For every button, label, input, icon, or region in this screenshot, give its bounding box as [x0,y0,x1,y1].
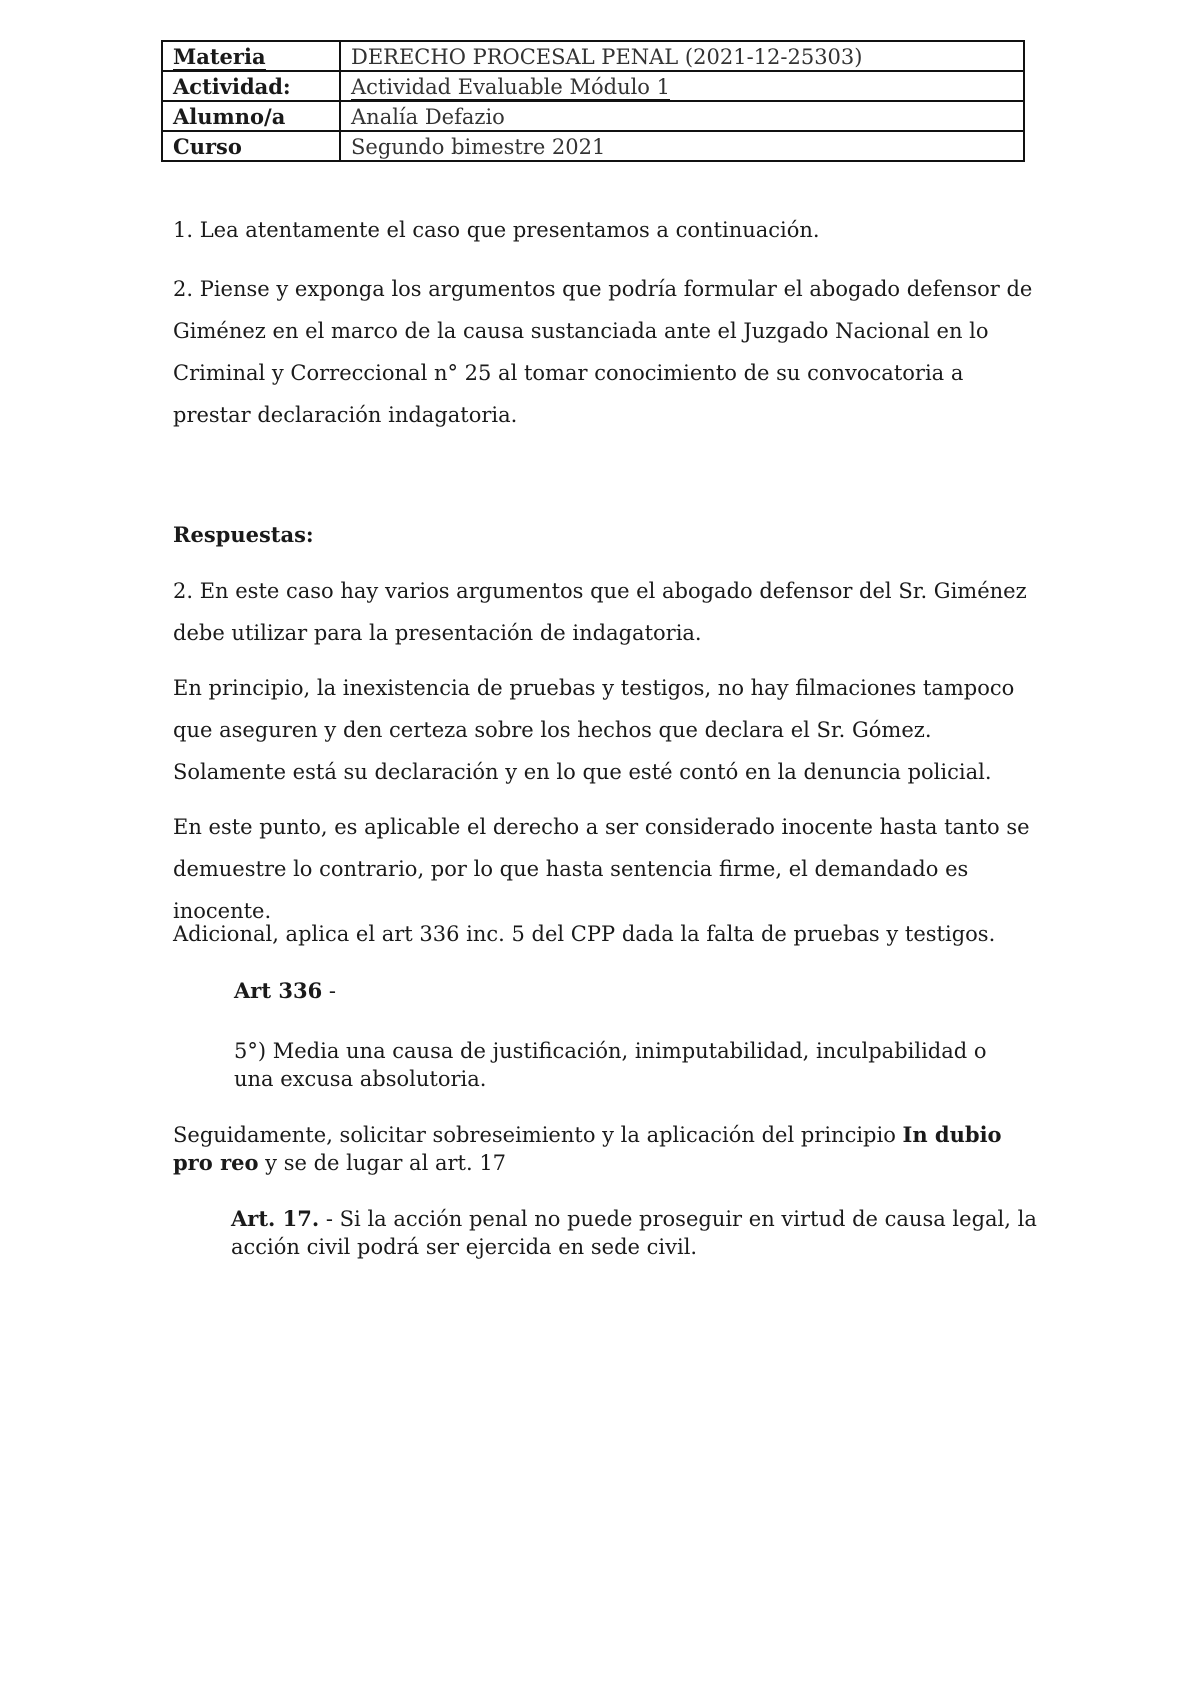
instruction-1: 1. Lea atentamente el caso que presentamos a continuación. [173,218,820,242]
instruction-2: 2. Piense y exponga los argumentos que podría formular el abogado defensor de Giménez en el marco de la causa sustanciada ante el Juzgado Nacional en lo Criminal y Correccional n° 25 al tomar conocimiento de su convocatoria a prestar declaración indagatoria. [173,277,1033,427]
art-17-text [231,1205,1041,1261]
answers-heading: Respuestas: [173,522,314,547]
header-table [161,40,1025,162]
header-value-alumno: Analía Defazio [351,105,505,129]
answer-paragraph-3: En este punto, es aplicable el derecho a ser considerado inocente hasta tanto se demuestre lo contrario, por lo que hasta sentencia firme, el demandado es inocente. [173,815,1030,923]
header-value-materia: DERECHO PROCESAL PENAL (2021-12-25303) [351,45,863,69]
header-row-alumno [162,101,1024,131]
art-17-title: Art. 17. [231,1206,320,1231]
header-label-materia: Materia [162,41,340,71]
art-336-heading [234,970,1024,1012]
art-336-dash: - [322,979,336,1003]
answer-paragraph-5 [173,1121,1033,1177]
header-label-curso: Curso [162,131,340,161]
principle-in-dubio: In dubio pro reo [173,1122,1002,1175]
answer-paragraph-4: Adicional, aplica el art 336 inc. 5 del CPP dada la falta de pruebas y testigos. [173,922,996,946]
header-label-alumno: Alumno/a [162,101,340,131]
header-value-actividad: Actividad Evaluable Módulo 1 [351,75,670,99]
header-value-curso: Segundo bimestre 2021 [351,135,606,159]
answer-paragraph-5-start: Seguidamente, solicitar sobreseimiento y la aplicación del principio [173,1123,903,1147]
art-17-body: - Si la acción penal no puede proseguir en virtud de causa legal, la acción civil podrá ser ejercida en sede civil. [231,1207,1037,1259]
header-row-actividad [162,71,1024,101]
art-336-title: Art 336 [234,978,323,1003]
header-row-materia [162,41,1024,71]
answer-paragraph-1: 2. En este caso hay varios argumentos que el abogado defensor del Sr. Giménez debe utilizar para la presentación de indagatoria. [173,579,1027,645]
art-336-text: 5°) Media una causa de justificación, inimputabilidad, inculpabilidad o una excusa absolutoria. [234,1039,987,1091]
answer-paragraph-2: En principio, la inexistencia de pruebas y testigos, no hay filmaciones tampoco que aseguren y den certeza sobre los hechos que declara el Sr. Gómez. Solamente está su declaración y en lo que esté contó en la denuncia policial. [173,676,1015,784]
answer-paragraph-5-end: y se de lugar al art. 17 [258,1151,507,1175]
header-row-curso [162,131,1024,161]
header-label-actividad: Actividad: [162,71,340,101]
